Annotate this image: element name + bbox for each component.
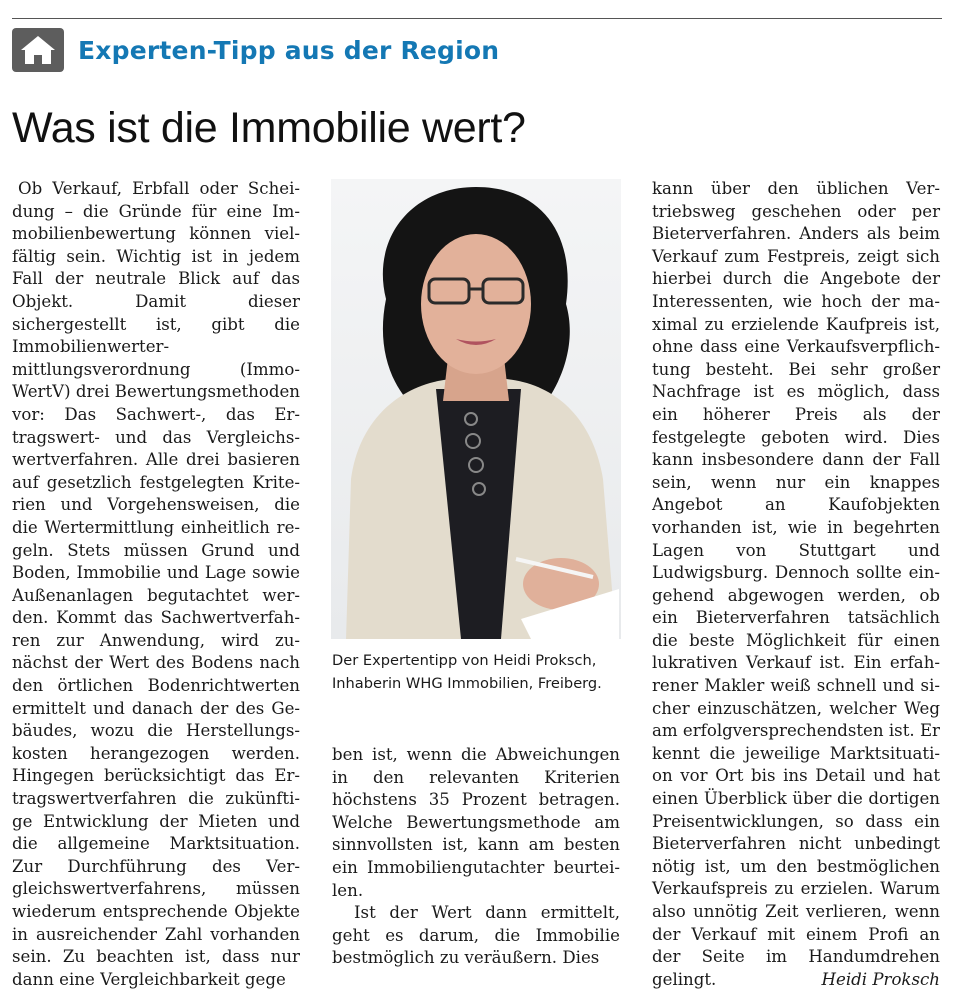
paragraph-with-author [652,178,940,991]
paragraph-text: kann über den üblichen Vertriebsweg geschehen oder per Bieterverfahren. Anders als beim Verkauf zum Festpreis, zeigt sich hierbei durch die Angebote der Interessenten, wie hoch der maximal zu erzielende Kaufpreis ist, ohne dass eine Verkaufsverpflichtung besteht. Bei sehr großer Nachfrage ist es möglich, dass ein höherer Preis als der festgelegte geboten wird. Dies kann insbesondere dann der Fall sein, wenn nur ein knappes Angebot an Kaufobjekten vorhanden ist, wie in begehrten Lagen von Stuttgart und Ludwigsburg. Dennoch sollte eingehend abgewogen werden, ob ein Bieterverfahren tatsächlich die beste Möglichkeit für einen lukrativen Verkauf ist. Ein erfahrener Makler weiß schnell und sicher einzuschätzen, welcher Weg am erfolgversprechendsten ist. Er kennt die jeweilige Marktsituation vor Ort bis ins Detail und hat einen Überblick über die dortigen Preisentwicklungen, so dass ein Bieterverfahren nicht unbedingt nötig ist, um den bestmöglichen Verkaufspreis zu erzielen. Warum also unnötig Zeit verlieren, wenn der Verkauf mit einem Profi an der Seite im Handumdrehen gelingt. [652,179,940,989]
article-column-2 [332,744,620,970]
home-icon [12,28,64,72]
portrait-photo [331,179,621,639]
top-rule [12,18,942,19]
headline: Was ist die Immobilie wert? [12,104,526,152]
paragraph: Ist der Wert dann ermittelt, geht es darum, die Immobilie bestmöglich zu veräußern. Dies [332,903,620,968]
article-column-3 [652,178,940,991]
article-column-1 [12,178,300,991]
kicker-title: Experten-Tipp aus der Region [78,35,500,65]
author-signature: Heidi Proksch [821,969,940,989]
section-kicker [12,28,499,72]
paragraph: ben ist, wenn die Abweichungen in den relevanten Kriterien höchstens 35 Prozent betragen. Welche Bewertungsmethode am sinnvollsten ist, kann am besten ein Immobiliengutachter beurteilen. [332,745,620,900]
paragraph: Ob Verkauf, Erbfall oder Scheidung – die Gründe für eine Immobilienbewertung können vielfältig sein. Wichtig ist in jedem Fall der neutrale Blick auf das Objekt. Damit dieser sichergestellt ist, gibt die Immobilienwertermittlungsverordnung (ImmoWertV) drei Bewertungsmethoden vor: Das Sachwert-, das Ertragswert- und das Vergleichswertverfahren. Alle drei basieren auf gesetzlich festgelegten Kriterien und Vorgehensweisen, die die Wertermittlung einheitlich regeln. Stets müssen Grund und Boden, Immobilie und Lage sowie Außenanlagen begutachtet werden. Kommt das Sachwertverfahren zur Anwendung, wird zunächst der Wert des Bodens nach den örtlichen Bodenrichtwerten ermittelt und danach der des Gebäudes, wozu die Herstellungskosten herangezogen werden. Hingegen berücksichtigt das Ertragswertverfahren die zukünftige Entwicklung der Mieten und die allgemeine Marktsituation. Zur Durchführung des Vergleichswertverfahrens, müssen wiederum entsprechende Objekte in ausreichender Zahl vorhanden sein. Zu beachten ist, dass nur dann eine Vergleichbarkeit gege [12,179,300,989]
photo-caption: Der Expertentipp von Heidi Proksch, Inhaberin WHG Immobilien, Freiberg. [332,652,602,692]
